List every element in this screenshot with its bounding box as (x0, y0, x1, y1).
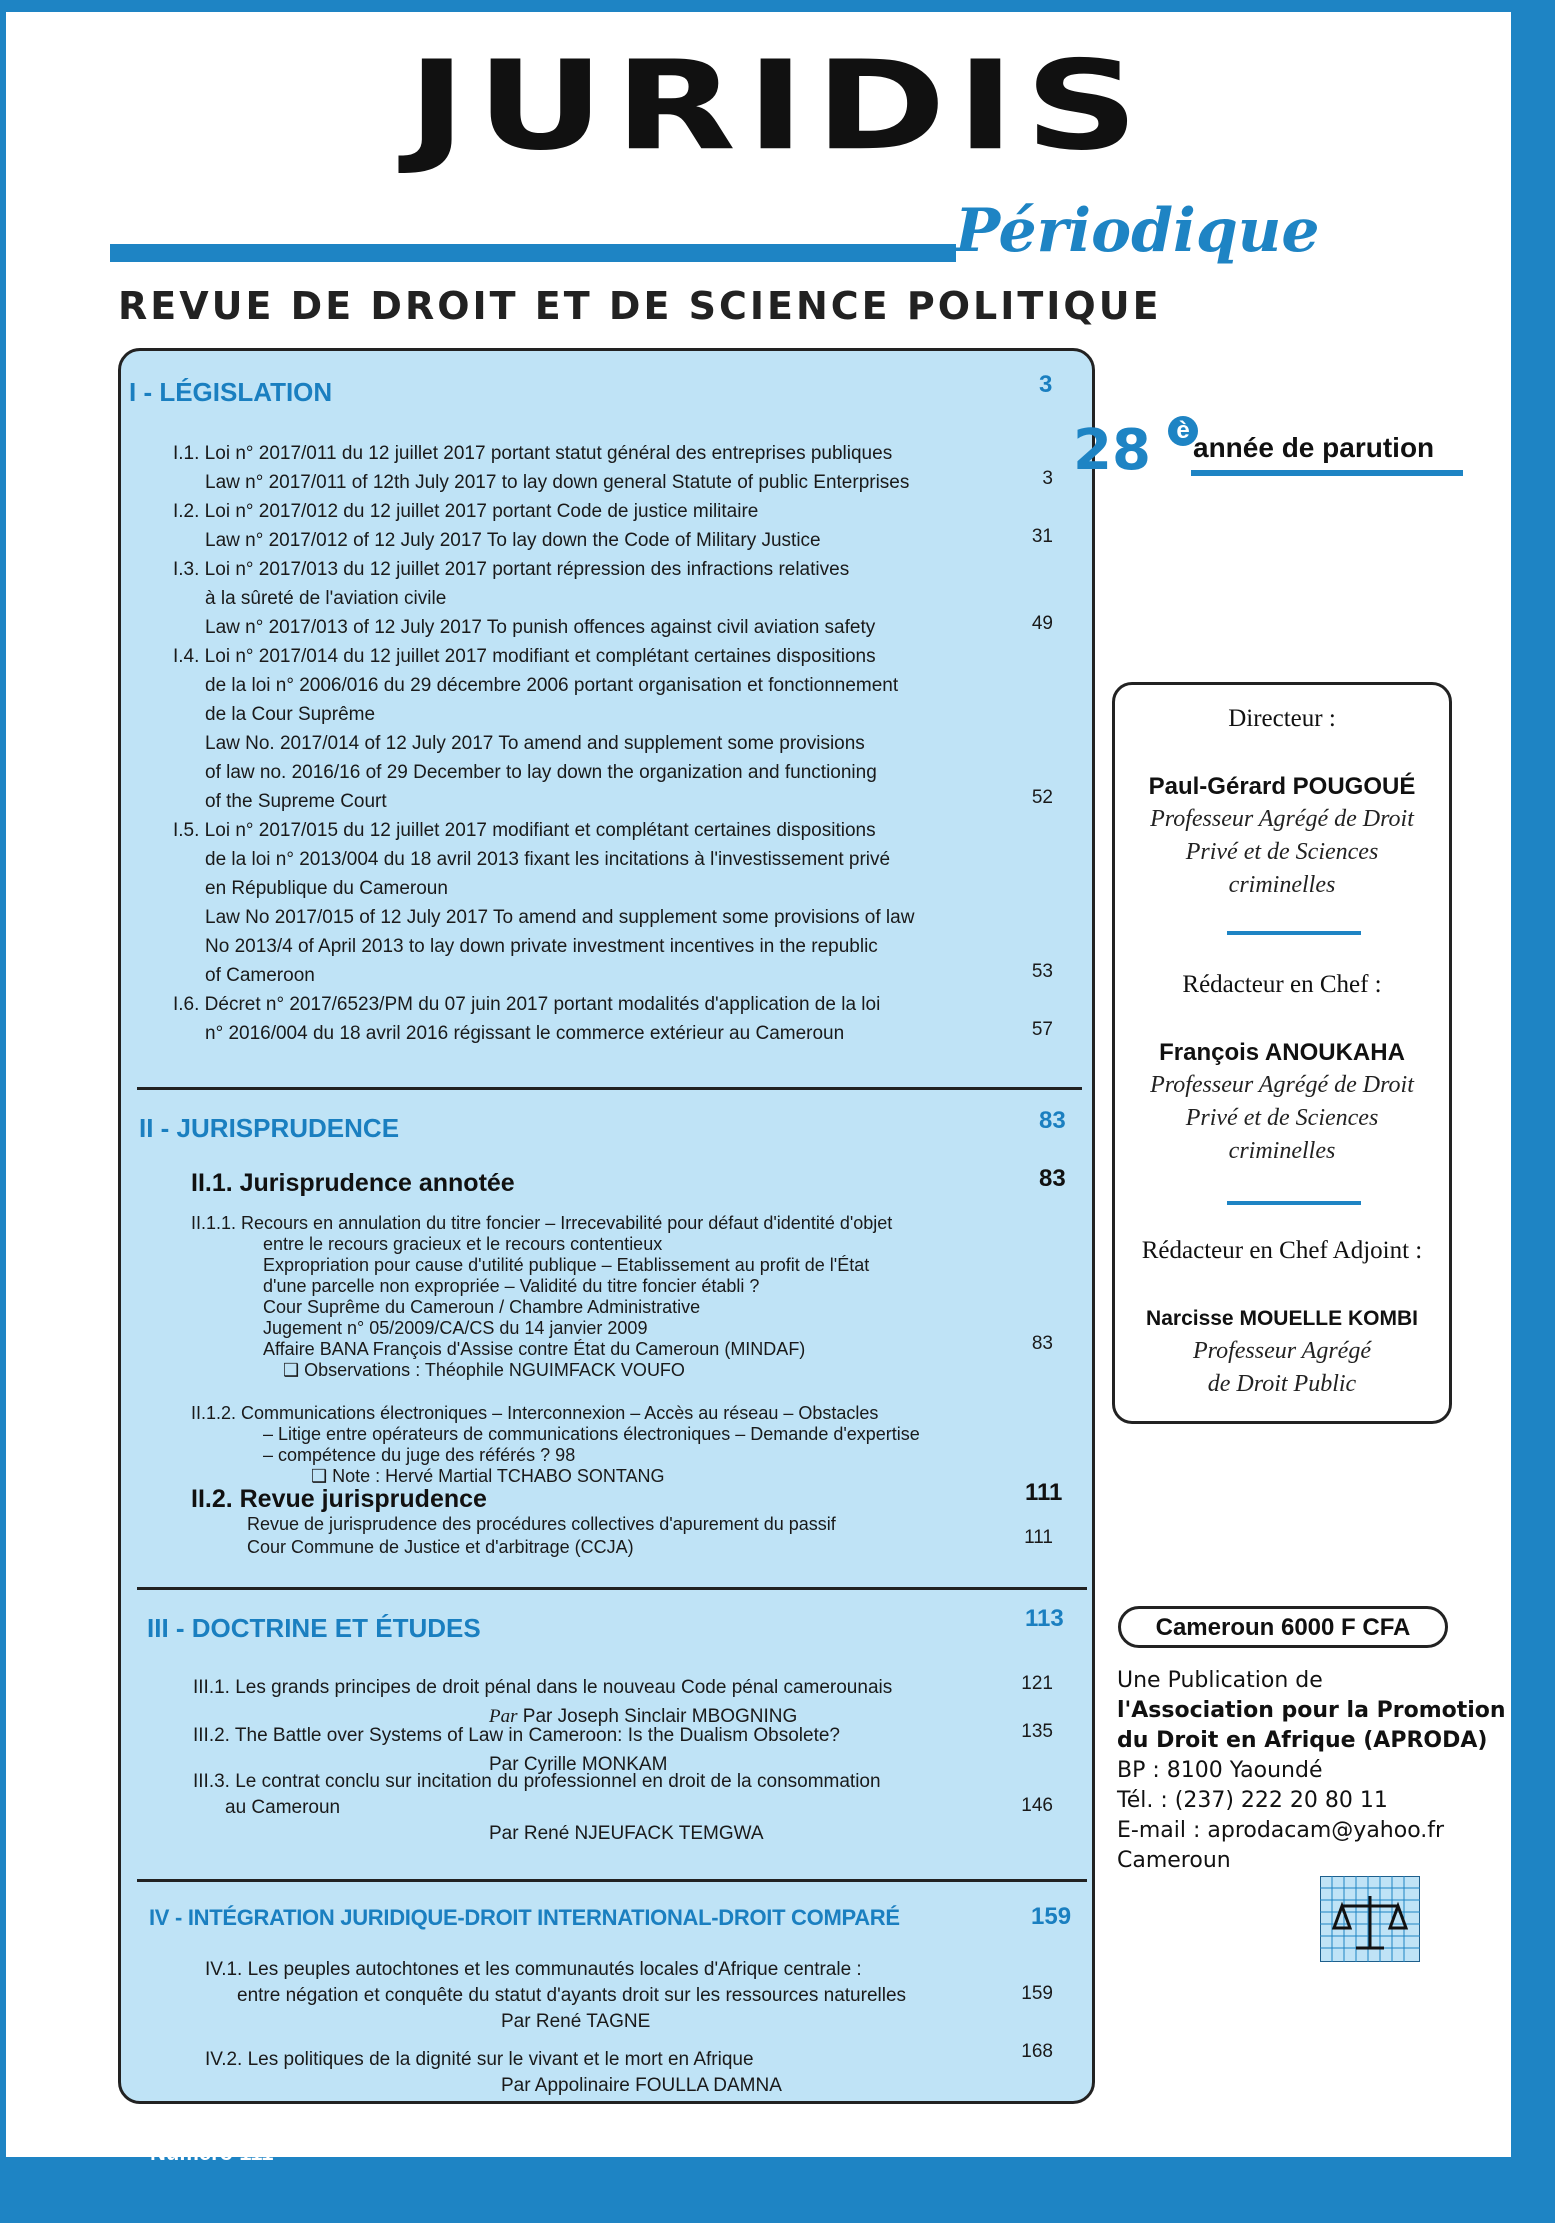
table-of-contents (118, 348, 1095, 2104)
frame-bottom (0, 2157, 1555, 2223)
masthead-title: JURIDIS (407, 34, 1149, 178)
entry-line: au Cameroun (225, 1797, 341, 1818)
entry-line: Revue de jurisprudence des procédures collectives d'apurement du passif (247, 1514, 836, 1534)
entry-line: III.1. Les grands principes de droit pénal dans le nouveau Code pénal camerounais (193, 1677, 893, 1698)
entry-line: Affaire BANA François d'Assise contre État du Cameroun (MINDAF) (263, 1339, 806, 1359)
entry-line: I.6. Décret n° 2017/6523/PM du 07 juin 2017 portant modalités d'application de la loi (173, 994, 881, 1015)
year-badge (1073, 418, 1473, 482)
entry-line: d'une parcelle non expropriée – Validité du titre foncier établi ? (263, 1276, 760, 1296)
toc-entry (173, 555, 1013, 642)
entry-page: 31 (1031, 526, 1053, 547)
toc-entry (191, 1213, 1051, 1381)
year-number: 28 (1073, 418, 1151, 483)
adjoint-role (1115, 1335, 1449, 1401)
entry-line: entre le recours gracieux et le recours contentieux (263, 1234, 663, 1254)
section-jurisprudence-heading: II - JURISPRUDENCE (139, 1113, 400, 1143)
year-suffix: è (1168, 416, 1198, 446)
role-line: criminelles (1228, 872, 1336, 898)
entry-line: à la sûreté de l'aviation civile (205, 588, 447, 609)
entry-line: of Cameroon (205, 965, 315, 986)
entry-page: 3 (1042, 468, 1053, 489)
author-line: Par René TAGNE (501, 2011, 651, 2032)
entry-line: I.1. Loi n° 2017/011 du 12 juillet 2017 portant statut général des entreprises publiques (173, 443, 893, 464)
entry-line: Jugement n° 05/2009/CA/CS du 14 janvier 2009 (263, 1318, 648, 1338)
toc-entry (191, 1403, 1051, 1487)
entry-line: de la Cour Suprême (205, 704, 376, 725)
entry-line: de la loi n° 2013/004 du 18 avril 2013 fixant les incitations à l'investissement privé (205, 849, 891, 870)
entry-line: IV.1. Les peuples autochtones et les communautés locales d'Afrique centrale : (205, 1959, 862, 1980)
toc-entry (173, 990, 1013, 1048)
entry-line: Law n° 2017/011 of 12th July 2017 to lay down general Statute of public Enterprises (205, 472, 910, 493)
role-line: de Droit Public (1207, 1371, 1357, 1397)
role-line: criminelles (1228, 1138, 1336, 1164)
toc-entry (205, 1957, 1015, 2035)
toc-entry (173, 497, 1013, 555)
entry-line: I.2. Loi n° 2017/012 du 12 juillet 2017 portant Code de justice militaire (173, 501, 759, 522)
author-line: Par Cyrille MONKAM (489, 1754, 668, 1775)
role-line: Professeur Agrégé de Droit (1150, 806, 1414, 832)
entry-line: IV.2. Les politiques de la dignité sur le vivant et le mort en Afrique (205, 2049, 754, 2070)
entry-line: Law n° 2017/013 of 12 July 2017 To punish offences against civil aviation safety (205, 617, 876, 638)
entry-line: Law No. 2017/014 of 12 July 2017 To amend and supplement some provisions (205, 733, 865, 754)
publisher-line: Une Publication de (1117, 1668, 1323, 1693)
entry-line: – Litige entre opérateurs de communications électroniques – Demande d'expertise (263, 1424, 920, 1444)
subsection-annotee-heading: II.1. Jurisprudence annotée (191, 1169, 515, 1197)
toc-entry: III.1. Les grands principes de droit pénal dans le nouveau Code pénal camerounais Par Par Joseph Sinclair MBOGNING (193, 1677, 893, 1727)
board-separator (1227, 1201, 1361, 1205)
adjoint-name: Narcisse MOUELLE KOMBI (1146, 1307, 1418, 1330)
issue-number: Numéro 111 (150, 2140, 274, 2165)
issn: ISSN 1016-3131 (523, 2130, 686, 2155)
entry-line: Expropriation pour cause d'utilité publique – Etablissement au profit de l'État (263, 1255, 870, 1275)
frame-top (0, 0, 1555, 12)
entry-page: 146 (1021, 1795, 1053, 1816)
publisher-line: BP : 8100 Yaoundé (1117, 1758, 1323, 1783)
section-divider (137, 1087, 1082, 1090)
entry-line: II.1.1. Recours en annulation du titre foncier – Irrecevabilité pour défaut d'identité d'objet (191, 1213, 893, 1233)
redacteur-name: François ANOUKAHA (1159, 1039, 1405, 1066)
masthead-rule (110, 244, 956, 262)
entry-line: n° 2016/004 du 18 avril 2016 régissant le commerce extérieur au Cameroun (205, 1023, 845, 1044)
entry-page: 159 (1021, 1983, 1053, 2004)
role-line: Privé et de Sciences (1185, 839, 1379, 865)
entry-line: Law n° 2017/012 of 12 July 2017 To lay down the Code of Military Justice (205, 530, 821, 551)
scales-of-justice-icon (1320, 1876, 1420, 1962)
entry-page: 168 (1021, 2041, 1053, 2062)
toc-entry (247, 1513, 1007, 1559)
entry-page: 111 (1024, 1527, 1053, 1548)
toc-entry (205, 2047, 1015, 2099)
entry-page: 53 (1031, 961, 1053, 982)
entry-line: de la loi n° 2006/016 du 29 décembre 2006 portant organisation et fonctionnement (205, 675, 899, 696)
entry-line: Cour Commune de Justice et d'arbitrage (CCJA) (247, 1537, 634, 1557)
redacteur-label: Rédacteur en Chef : (1182, 971, 1382, 998)
entry-line: of the Supreme Court (205, 791, 387, 812)
entry-line: ❑ Observations : Théophile NGUIMFACK VOUFO (283, 1360, 685, 1380)
entry-line: II.1.2. Communications électroniques – Interconnexion – Accès au réseau – Obstacles (191, 1403, 879, 1423)
year-text: année de parution (1193, 432, 1435, 463)
directeur-name: Paul-Gérard POUGOUÉ (1148, 773, 1416, 800)
entry-line: entre négation et conquête du statut d'ayants droit sur les ressources naturelles (237, 1985, 907, 2006)
publisher-email: E-mail : aprodacam@yahoo.fr (1117, 1818, 1445, 1843)
entry-page: 52 (1031, 787, 1053, 808)
subsection-revue-page: 111 (1025, 1479, 1063, 1506)
entry-line: of law no. 2016/16 of 29 December to lay down the organization and functioning (205, 762, 877, 783)
redacteur-role (1115, 1069, 1449, 1168)
toc-entry (173, 439, 1013, 497)
editorial-board (1112, 682, 1452, 1424)
entry-line: en République du Cameroun (205, 878, 448, 899)
section-divider (137, 1587, 1087, 1590)
entry-page: 49 (1031, 613, 1053, 634)
role-line: Professeur Agrégé de Droit (1150, 1072, 1414, 1098)
subsection-annotee-page: 83 (1039, 1165, 1066, 1192)
role-line: Professeur Agrégé (1193, 1338, 1371, 1364)
subsection-revue-heading: II.2. Revue jurisprudence (191, 1485, 487, 1513)
publisher-line: Cameroun (1117, 1848, 1231, 1873)
masthead-script-subtitle: Périodique (955, 196, 1320, 266)
issue-date: Julliet - Août - Septembre 2017 (1066, 2124, 1387, 2149)
year-underline (1191, 470, 1463, 476)
adjoint-label: Rédacteur en Chef Adjoint : (1141, 1237, 1423, 1264)
frame-left (0, 0, 6, 2223)
entry-page: 121 (1021, 1673, 1053, 1694)
toc-entry (173, 642, 1023, 816)
entry-line: Law No 2017/015 of 12 July 2017 To amend and supplement some provisions of law (205, 907, 915, 928)
author-name: Par Joseph Sinclair MBOGNING (522, 1706, 798, 1727)
section-divider (137, 1879, 1087, 1882)
section-integration-heading: IV - INTÉGRATION JURIDIQUE-DROIT INTERNATIONAL-DROIT COMPARÉ (149, 1905, 900, 1930)
entry-line: Cour Suprême du Cameroun / Chambre Administrative (263, 1297, 701, 1317)
toc-entry (193, 1769, 1013, 1847)
entry-page: 83 (1031, 1333, 1053, 1354)
author-line: Par René NJEUFACK TEMGWA (489, 1823, 764, 1844)
price-badge: Cameroun 6000 F CFA (1118, 1606, 1448, 1648)
entry-line: I.3. Loi n° 2017/013 du 12 juillet 2017 portant répression des infractions relatives (173, 559, 850, 580)
toc-entry (173, 816, 1023, 990)
section-doctrine-heading: III - DOCTRINE ET ÉTUDES (147, 1613, 481, 1643)
entry-line: – compétence du juge des référés ? 98 (263, 1445, 576, 1465)
masthead-tagline: REVUE DE DROIT ET DE SCIENCE POLITIQUE (118, 284, 1162, 328)
entry-line: III.2. The Battle over Systems of Law in Cameroon: Is the Dualism Obsolete? (193, 1725, 841, 1746)
publisher-info (1117, 1666, 1506, 1876)
entry-line: III.3. Le contrat conclu sur incitation du professionnel en droit de la consommation (193, 1771, 881, 1792)
entry-line: I.5. Loi n° 2017/015 du 12 juillet 2017 modifiant et complétant certaines dispositions (173, 820, 876, 841)
frame-right (1511, 0, 1555, 2223)
entry-page: 135 (1021, 1721, 1053, 1742)
publisher-line: du Droit en Afrique (APRODA) (1117, 1728, 1488, 1753)
role-line: Privé et de Sciences (1185, 1105, 1379, 1131)
directeur-role (1115, 803, 1449, 902)
publisher-line: Tél. : (237) 222 20 80 11 (1117, 1788, 1388, 1813)
entry-line: No 2013/4 of April 2013 to lay down private investment incentives in the republic (205, 936, 878, 957)
author-line: Par Appolinaire FOULLA DAMNA (501, 2075, 782, 2096)
entry-line: ❑ Note : Hervé Martial TCHABO SONTANG (311, 1466, 665, 1486)
section-legislation-page: 3 (1039, 371, 1053, 398)
board-separator (1227, 931, 1361, 935)
directeur-label: Directeur : (1228, 705, 1336, 732)
entry-line: I.4. Loi n° 2017/014 du 12 juillet 2017 modifiant et complétant certaines dispositions (173, 646, 876, 667)
section-legislation-heading: I - LÉGISLATION (129, 377, 333, 407)
publisher-line: l'Association pour la Promotion (1117, 1698, 1506, 1723)
section-jurisprudence-page: 83 (1039, 1107, 1066, 1134)
section-doctrine-page: 113 (1025, 1605, 1064, 1632)
entry-page: 57 (1031, 1019, 1053, 1040)
section-integration-page: 159 (1031, 1903, 1072, 1930)
